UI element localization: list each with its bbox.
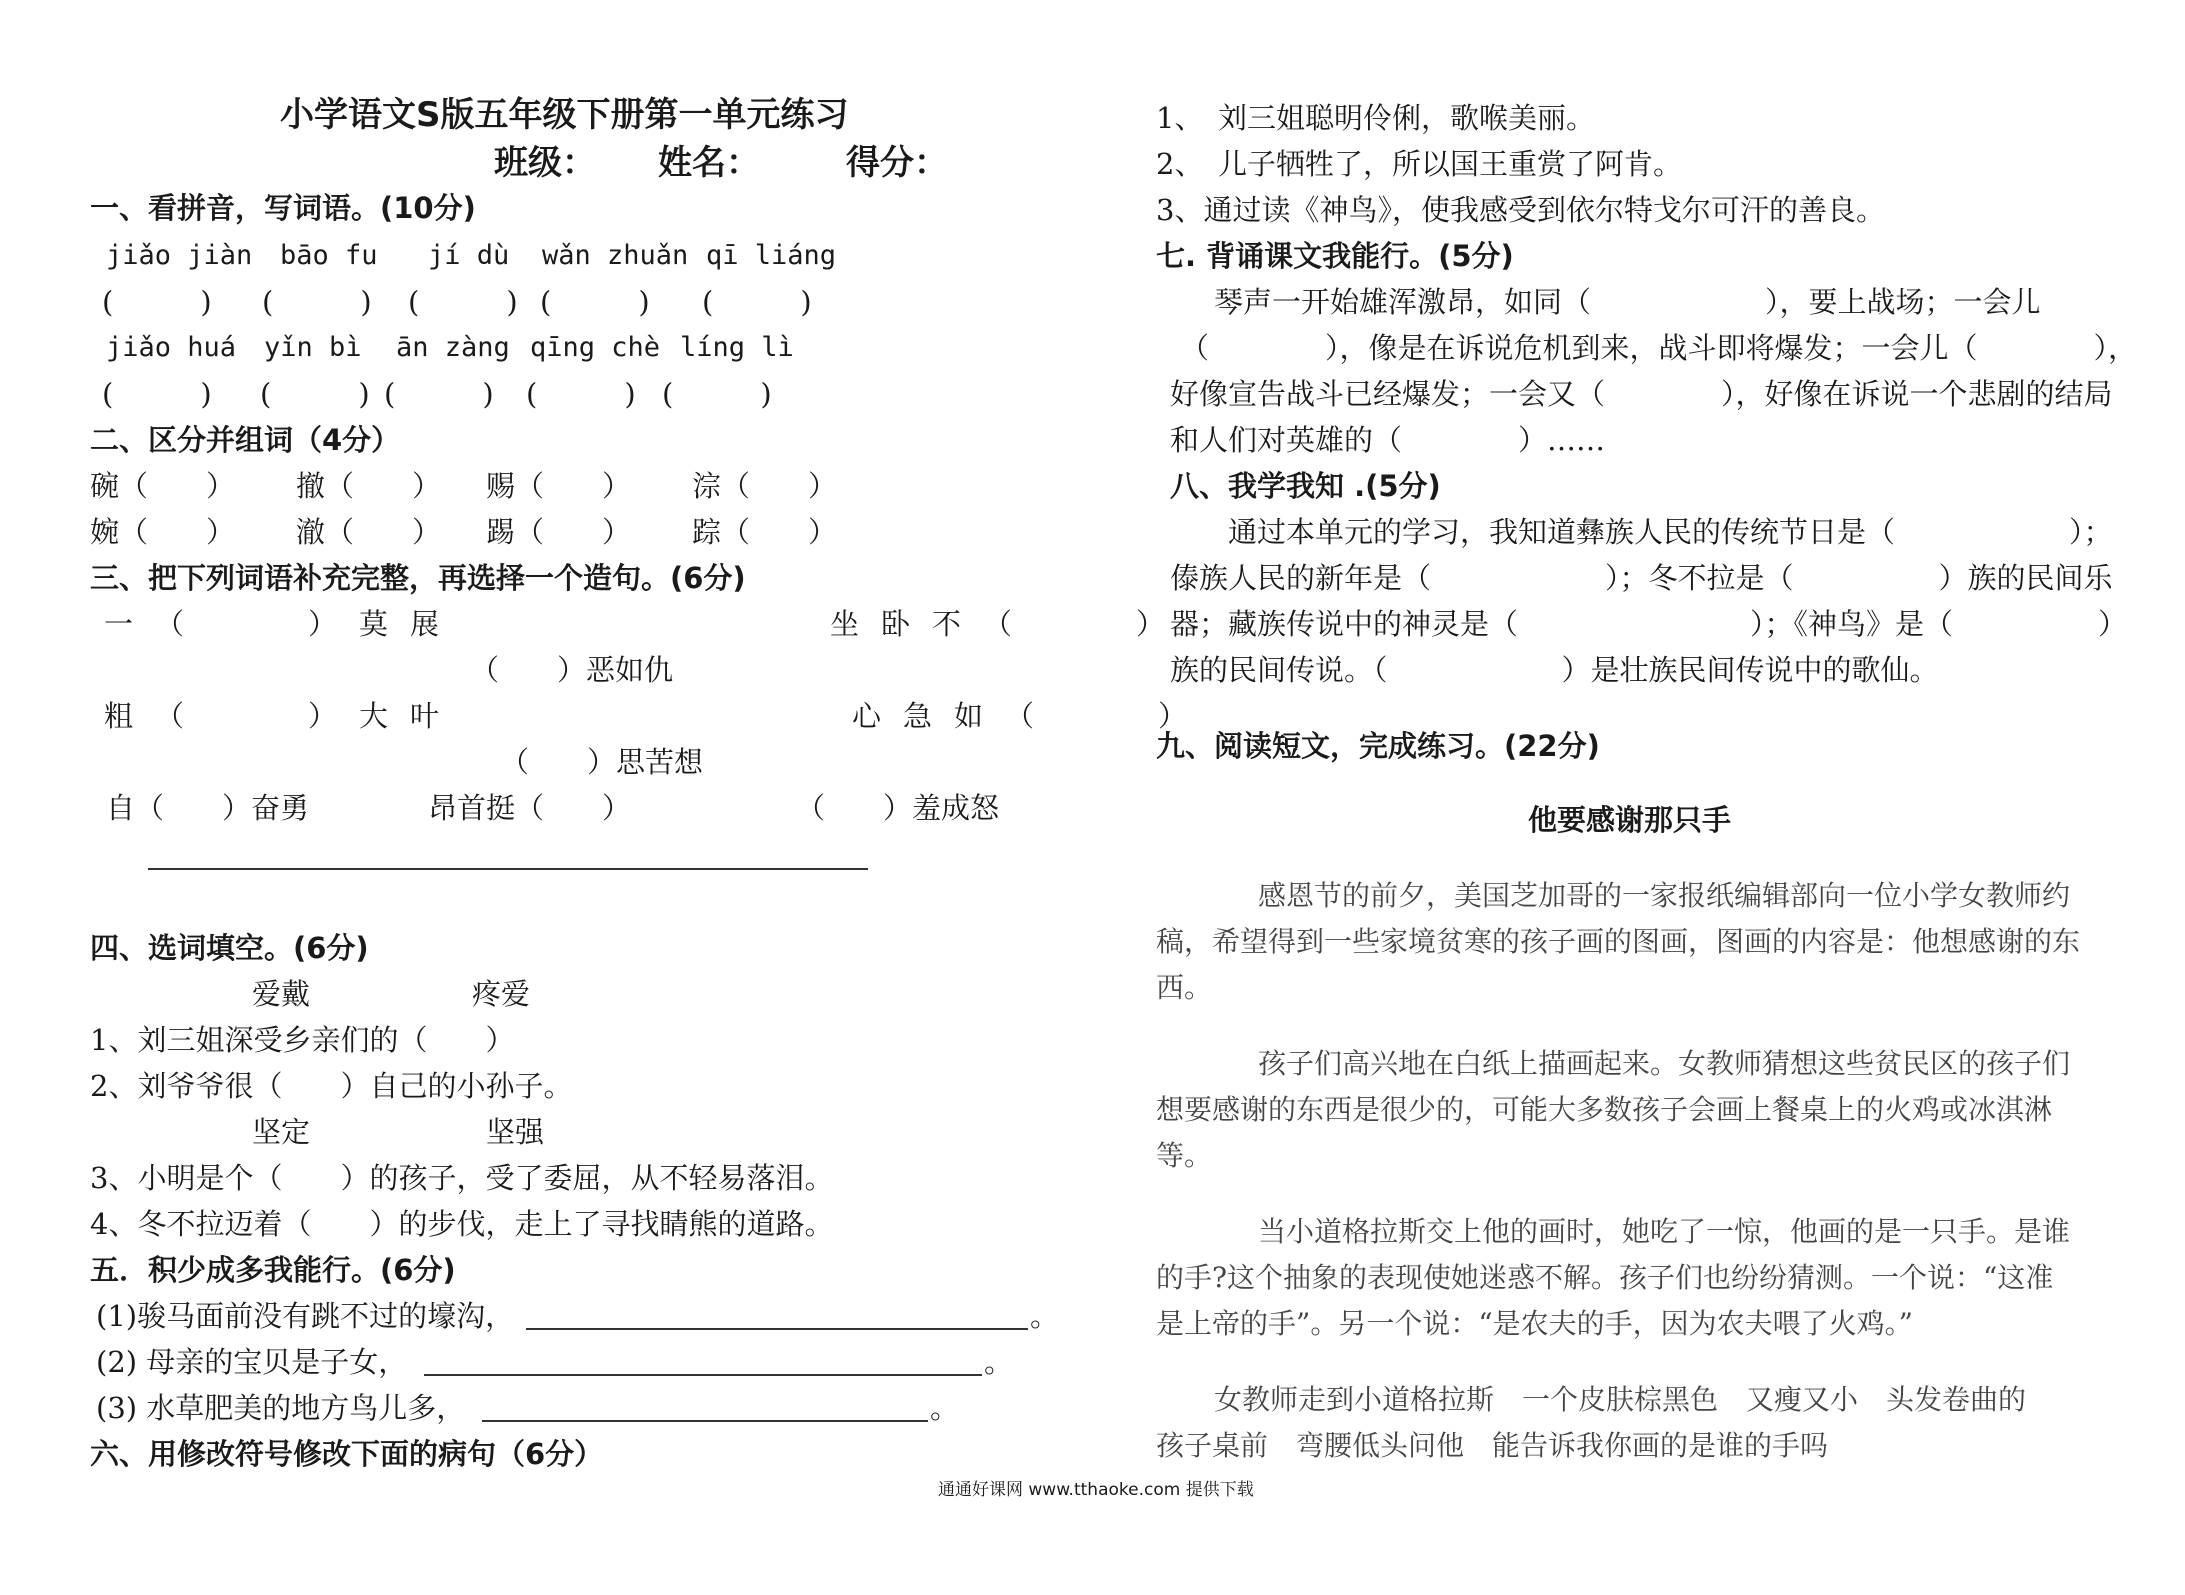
char-item: 婉（ ） — [90, 515, 236, 549]
char-item: 淙（ ） — [692, 469, 838, 503]
pinyin-2: bāo fu — [280, 240, 378, 271]
answer-blank[interactable]: ( ) — [702, 285, 812, 319]
footer-source: 通通好课网 www.tthaoke.com 提供下载 — [938, 1480, 1254, 1500]
answer-line[interactable] — [482, 1420, 928, 1422]
fill-question: 2、刘爷爷很（ ）自己的小孙子。 — [90, 1069, 573, 1103]
fill-question: 1、刘三姐深受乡亲们的（ ） — [90, 1023, 515, 1057]
word-choice: 爱戴 — [252, 977, 311, 1011]
answer-blank[interactable]: ( ) — [526, 377, 636, 411]
recite-line: 琴声一开始雄浑激昂，如同（ ），要上战场；一会儿 — [1214, 285, 2041, 319]
answer-line[interactable] — [424, 1374, 982, 1376]
idiom-item: （ ）羞成怒 — [796, 791, 1000, 825]
idiom-item: 心急如（ ） — [852, 699, 1210, 733]
answer-blank[interactable]: ( ) — [540, 285, 650, 319]
know-line: 族的民间传说。（ ）是壮族民间传说中的歌仙。 — [1170, 653, 1939, 687]
story-title: 他要感谢那只手 — [1528, 803, 1732, 837]
sick-sentence: 1、 刘三姐聪明伶俐，歌喉美丽。 — [1156, 101, 1595, 135]
answer-blank[interactable]: ( ) — [662, 377, 772, 411]
pinyin-4: wǎn zhuǎn — [542, 240, 689, 271]
idiom-item: 坐卧不（ ） — [830, 607, 1188, 641]
story-line: 的手?这个抽象的表现使她迷惑不解。孩子们也纷纷猜测。一个说：“这准 — [1156, 1261, 2054, 1294]
answer-blank[interactable]: ( ) — [260, 377, 370, 411]
char-item: 赐（ ） — [486, 469, 632, 503]
story-line: 女教师走到小道格拉斯 一个皮肤棕黑色 又瘦又小 头发卷曲的 — [1214, 1383, 2027, 1416]
know-line: 通过本单元的学习，我知道彝族人民的传统节日是（ ）； — [1228, 515, 2113, 549]
proverb-question: (2) 母亲的宝贝是子女， — [96, 1345, 408, 1379]
word-choice: 坚强 — [486, 1115, 545, 1149]
recite-line: （ ），像是在诉说危机到来，战斗即将爆发；一会儿（ ）， — [1180, 331, 2138, 365]
char-item: 踪（ ） — [692, 515, 838, 549]
sentence-line[interactable] — [148, 868, 868, 870]
pinyin-1: jiǎo jiàn — [106, 240, 253, 271]
section-5-heading: 五．积少成多我能行。(6分) — [90, 1253, 456, 1287]
char-item: 踢（ ） — [486, 515, 632, 549]
period: 。 — [984, 1345, 1014, 1379]
idiom-item: 昂首挺（ ） — [428, 791, 632, 825]
pinyin-7: yǐn bì — [264, 332, 362, 363]
word-choice: 坚定 — [252, 1115, 311, 1149]
section-3-heading: 三、把下列词语补充完整，再选择一个造句。(6分) — [90, 561, 746, 595]
worksheet-title: 小学语文S版五年级下册第一单元练习 — [280, 95, 849, 135]
answer-blank[interactable]: ( ) — [102, 377, 212, 411]
word-choice: 疼爱 — [472, 977, 531, 1011]
fill-question: 4、冬不拉迈着（ ）的步伐，走上了寻找睛熊的道路。 — [90, 1207, 834, 1241]
answer-blank[interactable]: ( ) — [384, 377, 494, 411]
fill-question: 3、小明是个（ ）的孩子，受了委屈，从不轻易落泪。 — [90, 1161, 834, 1195]
proverb-question: (1)骏马面前没有跳不过的壕沟， — [96, 1299, 515, 1333]
answer-line[interactable] — [526, 1328, 1028, 1330]
story-line: 感恩节的前夕，美国芝加哥的一家报纸编辑部向一位小学女教师约 — [1258, 879, 2071, 912]
period: 。 — [930, 1391, 960, 1425]
recite-line: 好像宣告战斗已经爆发；一会又（ ），好像在诉说一个悲剧的结局 — [1170, 377, 2113, 411]
idiom-item: 一（ ）莫展 — [104, 607, 462, 641]
story-line: 想要感谢的东西是很少的，可能大多数孩子会画上餐桌上的火鸡或冰淇淋 — [1156, 1093, 2053, 1126]
know-line: 傣族人民的新年是（ ）；冬不拉是（ ）族的民间乐 — [1170, 561, 2113, 595]
section-8-heading: 八、我学我知 .(5分) — [1170, 469, 1441, 503]
char-item: 撤（ ） — [296, 469, 442, 503]
section-7-heading: 七. 背诵课文我能行。(5分) — [1156, 239, 1514, 273]
idiom-item: 自（ ）奋勇 — [106, 791, 310, 825]
story-line: 等。 — [1156, 1139, 1213, 1172]
story-line: 当小道格拉斯交上他的画时，她吃了一惊，他画的是一只手。是谁 — [1258, 1215, 2071, 1248]
story-line: 稿，希望得到一些家境贫寒的孩子画的图画，图画的内容是：他想感谢的东 — [1156, 925, 2081, 958]
section-2-heading: 二、区分并组词（4分） — [90, 423, 401, 457]
pinyin-5: qī liáng — [706, 240, 837, 271]
answer-blank[interactable]: ( ) — [102, 285, 212, 319]
answer-blank[interactable]: ( ) — [408, 285, 518, 319]
story-line: 是上帝的手”。另一个说：“是农夫的手，因为农夫喂了火鸡。” — [1156, 1307, 1913, 1340]
pinyin-6: jiǎo huá — [106, 332, 237, 363]
section-4-heading: 四、选词填空。(6分) — [90, 931, 369, 965]
period: 。 — [1030, 1299, 1060, 1333]
idiom-item: 粗（ ）大叶 — [104, 699, 462, 733]
sick-sentence: 2、 儿子牺牲了，所以国王重赏了阿肯。 — [1156, 147, 1682, 181]
pinyin-9: qīng chè — [530, 332, 661, 363]
pinyin-10: líng lì — [680, 332, 794, 363]
class-label: 班级： — [494, 143, 596, 183]
idiom-item: （ ）思苦想 — [500, 745, 704, 779]
sick-sentence: 3、通过读《神鸟》，使我感受到依尔特戈尔可汗的善良。 — [1156, 193, 1885, 227]
answer-blank[interactable]: ( ) — [262, 285, 372, 319]
name-label: 姓名： — [658, 143, 760, 183]
idiom-item: （ ）恶如仇 — [470, 653, 674, 687]
char-item: 碗（ ） — [90, 469, 236, 503]
pinyin-8: ān zàng — [396, 332, 510, 363]
story-line: 孩子桌前 弯腰低头问他 能告诉我你画的是谁的手吗 — [1156, 1429, 1829, 1462]
story-line: 西。 — [1156, 971, 1213, 1004]
recite-line: 和人们对英雄的（ ）…… — [1170, 423, 1606, 457]
section-9-heading: 九、阅读短文，完成练习。(22分) — [1156, 729, 1600, 763]
score-label: 得分： — [846, 143, 948, 183]
section-1-heading: 一、看拼音，写词语。(10分) — [90, 191, 476, 225]
char-item: 澈（ ） — [296, 515, 442, 549]
pinyin-3: jí dù — [428, 240, 510, 271]
section-6-heading: 六、用修改符号修改下面的病句（6分） — [90, 1437, 604, 1471]
know-line: 器；藏族传说中的神灵是（ ）；《神鸟》是（ ） — [1170, 607, 2128, 641]
proverb-question: (3) 水草肥美的地方鸟儿多， — [96, 1391, 466, 1425]
story-line: 孩子们高兴地在白纸上描画起来。女教师猜想这些贫民区的孩子们 — [1258, 1047, 2071, 1080]
